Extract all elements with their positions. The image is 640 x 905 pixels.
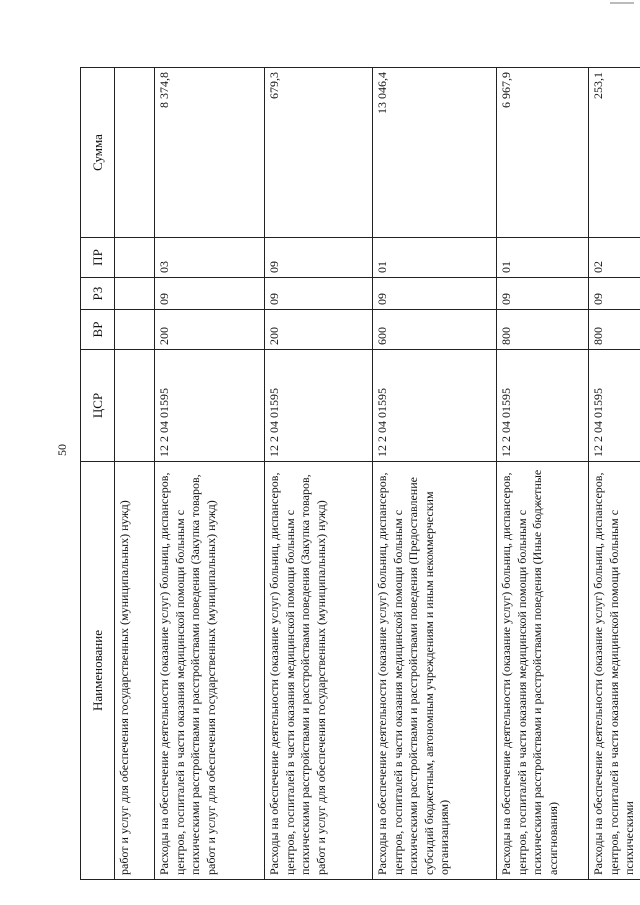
- cell-vr: 200: [155, 310, 265, 350]
- cell-csr: 12 2 04 01595: [155, 350, 265, 462]
- cell-pr: 02: [589, 238, 640, 278]
- table-row: [265, 68, 373, 880]
- cell-csr: [115, 350, 155, 462]
- cell-pr: 09: [265, 238, 373, 278]
- rotated-table-frame: [80, 68, 636, 880]
- table-row: [497, 68, 589, 880]
- cell-rz: 09: [155, 278, 265, 310]
- rotated-table-region: [80, 68, 636, 880]
- cell-name: Расходы на обеспечение деятельности (оказание услуг) больниц, диспансеров, центров, госпиталей в части оказания медицинской помощи больным с психическими расстройствами и расстройствами поведения (Закупка товаров, работ и услуг для обеспечения государственных (муниципальных) нужд): [265, 462, 373, 880]
- cell-sum: 6 967,9: [497, 68, 589, 238]
- cell-sum: 8 374,8: [155, 68, 265, 238]
- cell-rz: [115, 278, 155, 310]
- cell-sum: 13 046,4: [373, 68, 497, 238]
- cell-rz: 09: [265, 278, 373, 310]
- cell-name: Расходы на обеспечение деятельности (оказание услуг) больниц, диспансеров, центров, госпиталей в части оказания медицинской помощи больным с психическими расстройствами и расстройствами поведения (Предоставление субсидий бюджетным, автономным учреждениям и иным некоммерческим организациям): [373, 462, 497, 880]
- cell-sum: 253,1: [589, 68, 640, 238]
- cell-vr: 600: [373, 310, 497, 350]
- cell-csr: 12 2 04 01595: [265, 350, 373, 462]
- budget-table: [80, 67, 640, 880]
- table-row: [373, 68, 497, 880]
- cell-sum: [115, 68, 155, 238]
- cell-name: работ и услуг для обеспечения государственных (муниципальных) нужд): [115, 462, 155, 880]
- cell-sum: 679,3: [265, 68, 373, 238]
- cell-csr: 12 2 04 01595: [589, 350, 640, 462]
- cell-rz: 09: [589, 278, 640, 310]
- cell-name: Расходы на обеспечение деятельности (оказание услуг) больниц, диспансеров, центров, госпиталей в части оказания медицинской помощи больным с психическими: [589, 462, 640, 880]
- cell-pr: 01: [373, 238, 497, 278]
- page-number: 50: [55, 444, 69, 456]
- cell-rz: 09: [497, 278, 589, 310]
- cell-vr: 200: [265, 310, 373, 350]
- header-pr: ПР: [81, 238, 115, 278]
- header-sum: Сумма: [81, 68, 115, 238]
- cell-pr: 01: [497, 238, 589, 278]
- table-header-row: [81, 68, 115, 880]
- cell-name: Расходы на обеспечение деятельности (оказание услуг) больниц, диспансеров, центров, госпиталей в части оказания медицинской помощи больным с психическими расстройствами и расстройствами поведения (Закупка товаров, работ и услуг для обеспечения государственных (муниципальных) нужд): [155, 462, 265, 880]
- table-row: [115, 68, 155, 880]
- cell-rz: 09: [373, 278, 497, 310]
- cell-csr: 12 2 04 01595: [497, 350, 589, 462]
- table-row: [155, 68, 265, 880]
- cell-vr: 800: [589, 310, 640, 350]
- cell-pr: [115, 238, 155, 278]
- header-csr: ЦСР: [81, 350, 115, 462]
- header-rz: РЗ: [81, 278, 115, 310]
- cell-vr: [115, 310, 155, 350]
- cell-pr: 03: [155, 238, 265, 278]
- cell-vr: 800: [497, 310, 589, 350]
- cell-name: Расходы на обеспечение деятельности (оказание услуг) больниц, диспансеров, центров, госпиталей в части оказания медицинской помощи больным с психическими расстройствами и расстройствами поведения (Иные бюджетные ассигнования): [497, 462, 589, 880]
- header-vr: ВР: [81, 310, 115, 350]
- header-name: Наименование: [81, 462, 115, 880]
- scan-mark: [610, 2, 634, 4]
- table-row: [589, 68, 640, 880]
- cell-csr: 12 2 04 01595: [373, 350, 497, 462]
